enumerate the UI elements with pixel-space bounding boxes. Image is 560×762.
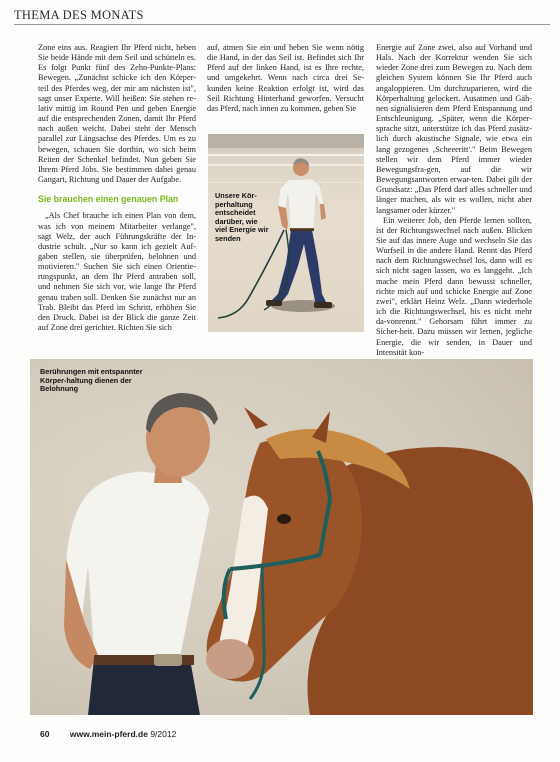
paragraph: Ein weiterer Job, den Pferde lernen sollten, ist der Richtungswechsel nach außen. Blicken Sie auf das innere Auge und wechseln Sie das Wurfseil in die andere Hand. Rennt das Pferd nach dem Richtungswechsel los, dann will es sich nicht sagen lassen, wo es langgeht. „Ich mache mein Pferd dann bewusst schneller, richte mich auf und schicke Energie auf Zone zwei", erklärt Heinz Welz. „Dann wiederhole ich die Richtungswechsel, bis es nicht mehr da-vonrennt." Gehorsam führt immer zu Sicher-heit. Dazu müssen wir lernen, jegliche Energie, die wir senden, in Dauer und Intensität kon- [376,215,532,357]
magazine-section-header: THEMA DES MONATS [14,8,144,22]
photo-caption: Berührungen mit entspannter Körper-haltung dienen der Belohnung [40,367,143,394]
article-column-1 [38,43,196,333]
paragraph: „Als Chef brauche ich einen Plan von dem, was ich von meinem Mitarbeiter verlange", sagt Welz, der auch Führungskräfte der In-dustrie schult. „Nur so kann ich gezielt Auf-gaben stellen, sie überprüfen, belohnen und motivieren." Suchen Sie sich einen Orientie-rungspunkt, an dem Ihr Pferd antraben soll, und nehmen Sie sich vor, wie lange Ihr Pferd genau traben soll. Denken Sie zunächst nur an Trab. Bleibt das Pferd im Schritt, erhöhen Sie den Druck. Dabei ist der Blick die ganze Zeit auf Zone drei gerichtet. Richten Sie sich [38,211,196,333]
article-column-2 [207,43,364,114]
page-number: 60 [40,729,50,739]
article-column-3 [376,43,532,358]
photo-caption: Unsere Kör-perhaltung entscheidet darüber, wie viel Energie wir senden [215,191,269,243]
paragraph: Zone eins aus. Reagiert Ihr Pferd nicht, heben Sie beide Hände mit dem Seil und schütteln es. Es folgt Punkt fünf des Zehn-Punkte-Plans: Bewegen. „Zunächst schicke ich den Körper-teil des Pferdes weg, der mir am nächsten ist", sagt unser Experte. Will heißen: Sie stehen re-lativ mittig im Round Pen und geben Energie auf die entsprechenden Zonen, damit Ihr Pferd nach außen weicht. Dabei steht der Mensch parallel zur Längsachse des Pferdes. Um es zu bewegen, schauen Sie dorthin, wo sich beim Reiten der Schenkel befindet. Nun geben Sie Ihrem Pferd Jobs. Sie bestimmen dabei genau Gangart, Richtung und Dauer der Aufgabe. [38,43,196,185]
paragraph: Energie auf Zone zwei, also auf Vorhand und Hals. Nach der Korrektur wenden Sie sich wieder Zone drei zum Bewegen zu. Nach dem gleichen System können Sie Ihr Pferd auch angaloppieren. Um durchzuparieren, wird die Körperhaltung gelockert. Ausatmen und Gäh-nen signalisieren dem Pferd Entspannung und Entschleunigung. „Später, wenn die Körper-sprache sitzt, unterstütze ich das Pferd zusätz-lich durch akustische Signale, wie etwa ein lang gezogenes ‚Scheeeritt'." Beim Bewegen stellen wir dem Pferd immer wieder Bewegungsfra-gen, auf die wir Bewegungsantworten erwar-ten. Dabei gilt der Grundsatz: „Das Pferd darf alles schneller und länger machen, als wir es wollen, nicht aber langsamer oder kürzer." [376,43,532,215]
photo-trainer-with-horse [30,359,533,715]
horse-and-trainer-illustration [30,359,533,715]
page-footer [40,729,176,739]
paragraph: auf, atmen Sie ein und heben Sie wenn nötig die Hand, in der das Seil ist. Befindet sich Ihr Pferd auf der linken Hand, ist es Ihre rechte, und umgekehrt. Wenn nach circa drei Se-kunden keine Reaktion erfolgt ist, wird das Seil Richtung Hinterhand geworfen. Versucht das Pferd, nach innen zu kommen, geben Sie [207,43,364,113]
website-url: www.mein-pferd.de [69,729,148,739]
photo-trainer-with-rope [208,134,364,332]
subheading: Sie brauchen einen genauen Plan [38,194,179,205]
issue-number: 9/2012 [150,729,177,739]
header-rule [14,24,550,25]
